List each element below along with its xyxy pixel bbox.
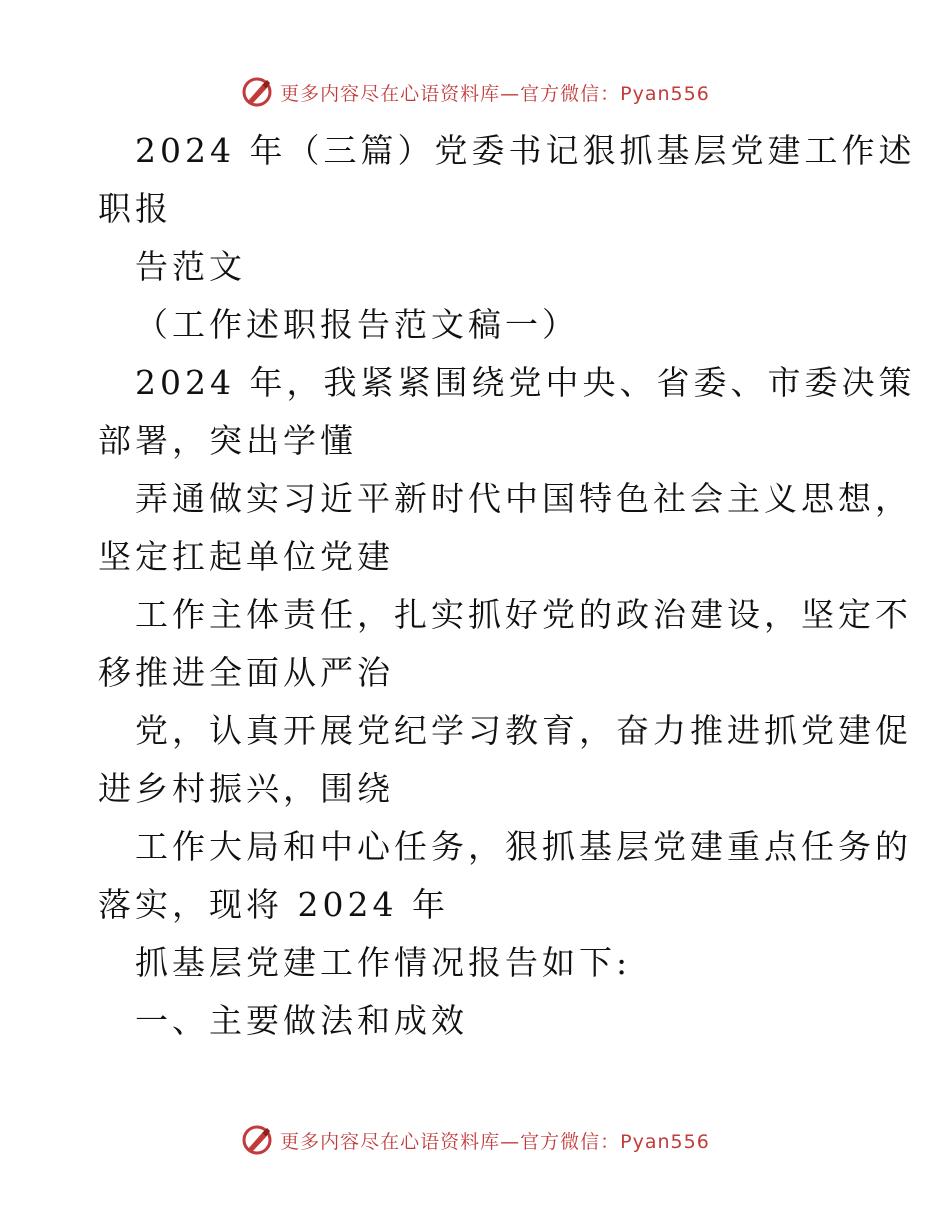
text-line: 部署，突出学懂	[98, 421, 357, 460]
text-line: 告范文	[135, 247, 246, 286]
header-watermark	[0, 72, 950, 112]
pen-logo-icon	[240, 75, 274, 109]
text-line: 进乡村振兴，围绕	[98, 769, 394, 808]
text-line: 工作大局和中心任务，狠抓基层党建重点任务的	[135, 827, 912, 866]
watermark-text: 更多内容尽在心语资料库—官方微信：Pyan556	[280, 82, 710, 105]
pen-logo-icon	[240, 1123, 274, 1157]
text-line: 抓基层党建工作情况报告如下:	[135, 943, 632, 982]
text-line: 2024 年（三篇）党委书记狠抓基层党建工作述	[135, 131, 916, 170]
text-line: （工作述职报告范文稿一）	[135, 305, 579, 344]
text-line: 2024 年，我紧紧围绕党中央、省委、市委决策	[135, 363, 916, 402]
text-line: 落实，现将 2024 年	[98, 885, 449, 924]
document-body	[98, 122, 916, 1050]
text-line: 弄通做实习近平新时代中国特色社会主义思想，	[135, 479, 912, 518]
section-heading: 一、主要做法和成效	[135, 1001, 468, 1040]
text-line: 职报	[98, 189, 172, 228]
watermark-text: 更多内容尽在心语资料库—官方微信：Pyan556	[280, 1130, 710, 1153]
footer-watermark	[0, 1120, 950, 1160]
text-line: 工作主体责任，扎实抓好党的政治建设，坚定不	[135, 595, 912, 634]
text-line: 党，认真开展党纪学习教育，奋力推进抓党建促	[135, 711, 912, 750]
text-line: 移推进全面从严治	[98, 653, 394, 692]
text-line: 坚定扛起单位党建	[98, 537, 394, 576]
